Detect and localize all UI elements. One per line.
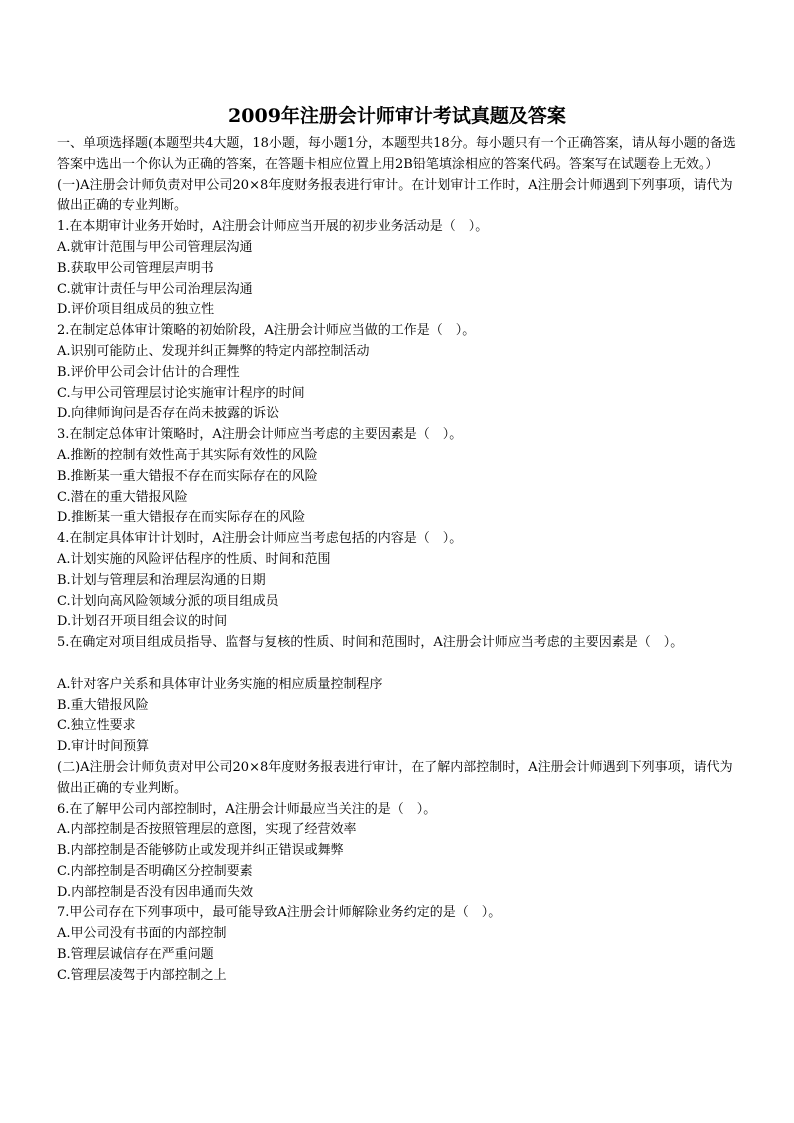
question-4-option-c: C.计划向高风险领域分派的项目组成员: [57, 593, 279, 609]
question-2-stem: 2.在制定总体审计策略的初始阶段，A注册会计师应当做的工作是（ ）。: [57, 323, 476, 339]
question-3-stem: 3.在制定总体审计策略时，A注册会计师应当考虑的主要因素是（ ）。: [57, 427, 463, 443]
question-7-option-c: C.管理层凌驾于内部控制之上: [57, 967, 227, 983]
question-1-option-a: A.就审计范围与甲公司管理层沟通: [57, 239, 253, 255]
question-5-option-c: C.独立性要求: [57, 718, 136, 734]
question-1-stem: 1.在本期审计业务开始时，A注册会计师应当开展的初步业务活动是（ ）。: [57, 219, 489, 235]
question-6-option-b: B.内部控制是否能够防止或发现并纠正错误或舞弊: [57, 843, 344, 859]
question-3-option-d: D.推断某一重大错报存在而实际存在的风险: [57, 510, 306, 526]
question-3-option-b: B.推断某一重大错报不存在而实际存在的风险: [57, 468, 318, 484]
question-6-stem: 6.在了解甲公司内部控制时，A注册会计师最应当关注的是（ ）。: [57, 801, 437, 817]
question-4-option-d: D.计划召开项目组会议的时间: [57, 614, 228, 630]
question-2-option-d: D.向律师询问是否存在尚未披露的诉讼: [57, 406, 280, 422]
question-7-stem: 7.甲公司存在下列事项中，最可能导致A注册会计师解除业务约定的是（ ）。: [57, 905, 502, 921]
part1-intro: (一)A注册会计师负责对甲公司20×8年度财务报表进行审计。在计划审计工作时，A注册会计师遇到下列事项，请代为做出正确的专业判断。: [57, 177, 733, 214]
question-5-option-b: B.重大错报风险: [57, 697, 149, 713]
question-6-option-a: A.内部控制是否按照管理层的意图，实现了经营效率: [57, 822, 357, 838]
question-6-option-d: D.内部控制是否没有因串通而失效: [57, 884, 254, 900]
question-1-option-c: C.就审计责任与甲公司治理层沟通: [57, 281, 253, 297]
question-4-option-a: A.计划实施的风险评估程序的性质、时间和范围: [57, 551, 331, 567]
part2-intro: (二)A注册会计师负责对甲公司20×8年度财务报表进行审计，在了解内部控制时，A注册会计师遇到下列事项，请代为做出正确的专业判断。: [57, 759, 733, 796]
question-7-option-a: A.甲公司没有书面的内部控制: [57, 926, 227, 942]
question-4-stem: 4.在制定具体审计计划时，A注册会计师应当考虑包括的内容是（ ）。: [57, 531, 463, 547]
question-3-option-a: A.推断的控制有效性高于其实际有效性的风险: [57, 447, 318, 463]
question-1-option-d: D.评价项目组成员的独立性: [57, 302, 215, 318]
question-1-option-b: B.获取甲公司管理层声明书: [57, 260, 214, 276]
question-2-option-b: B.评价甲公司会计估计的合理性: [57, 364, 240, 380]
question-5-stem: 5.在确定对项目组成员指导、监督与复核的性质、时间和范围时，A注册会计师应当考虑的主要因素是（ ）。: [57, 635, 684, 651]
question-7-option-b: B.管理层诚信存在严重问题: [57, 947, 214, 963]
document-title: 2009年注册会计师审计考试真题及答案: [228, 105, 566, 127]
document-body: [57, 134, 737, 987]
question-6-option-c: C.内部控制是否明确区分控制要素: [57, 863, 253, 879]
blank-line: [57, 654, 737, 675]
question-2-option-c: C.与甲公司管理层讨论实施审计程序的时间: [57, 385, 305, 401]
question-5-option-d: D.审计时间预算: [57, 739, 150, 755]
question-4-option-b: B.计划与管理层和治理层沟通的日期: [57, 572, 266, 588]
question-3-option-c: C.潜在的重大错报风险: [57, 489, 188, 505]
question-2-option-a: A.识别可能防止、发现并纠正舞弊的特定内部控制活动: [57, 343, 370, 359]
question-5-option-a: A.针对客户关系和具体审计业务实施的相应质量控制程序: [57, 676, 383, 692]
section1-intro: 一、单项选择题(本题型共4大题，18小题，每小题1分，本题型共18分。每小题只有一个正确答案，请从每小题的备选答案中选出一个你认为正确的答案，在答题卡相应位置上用2B铅笔填涂相应的答案代码。答案写在试题卷上无效。）: [57, 136, 736, 172]
